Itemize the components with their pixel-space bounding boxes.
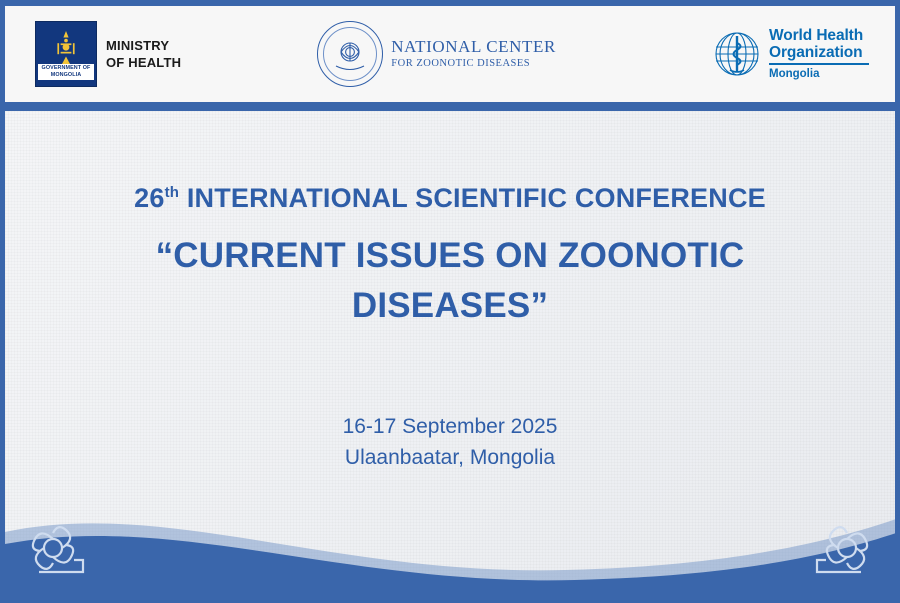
frame-left-bar <box>0 0 5 603</box>
conference-theme: “CURRENT ISSUES ON ZOONOTIC DISEASES” <box>155 236 745 325</box>
who-rod-of-asclepius-globe-icon <box>712 29 762 79</box>
national-center-logo <box>317 21 556 87</box>
frame-top-bar <box>0 0 900 6</box>
ministry-of-health-logo <box>35 21 181 87</box>
logo-header-band <box>5 6 895 102</box>
who-logo <box>712 27 869 81</box>
national-center-name: NATIONAL CENTER FOR ZOONOTIC DISEASES <box>391 37 556 69</box>
conference-edition-line: 26th INTERNATIONAL SCIENTIFIC CONFERENCE <box>134 183 766 213</box>
slide-body <box>5 111 895 598</box>
decorative-wave <box>5 458 895 598</box>
frame-right-bar <box>895 0 900 603</box>
header-divider-bar <box>0 102 900 111</box>
who-divider <box>769 63 869 65</box>
conference-title <box>5 176 895 331</box>
conference-location: Ulaanbaatar, Mongolia <box>344 446 556 469</box>
ordinal-suffix: th <box>164 184 180 201</box>
frame-bottom-bar <box>0 598 900 603</box>
mongolia-state-emblem <box>35 21 97 87</box>
conference-date: 16-17 September 2025 <box>342 415 558 438</box>
emblem-caption: GOVERNMENT OF MONGOLIA <box>38 64 94 80</box>
zoonotic-center-seal-icon <box>317 21 383 87</box>
ministry-name: MINISTRY OF HEALTH <box>106 38 182 70</box>
who-name: World Health Organization Mongolia <box>769 27 869 81</box>
mongolian-ulzii-knot-icon <box>23 520 87 578</box>
mongolian-ulzii-knot-icon <box>813 520 877 578</box>
